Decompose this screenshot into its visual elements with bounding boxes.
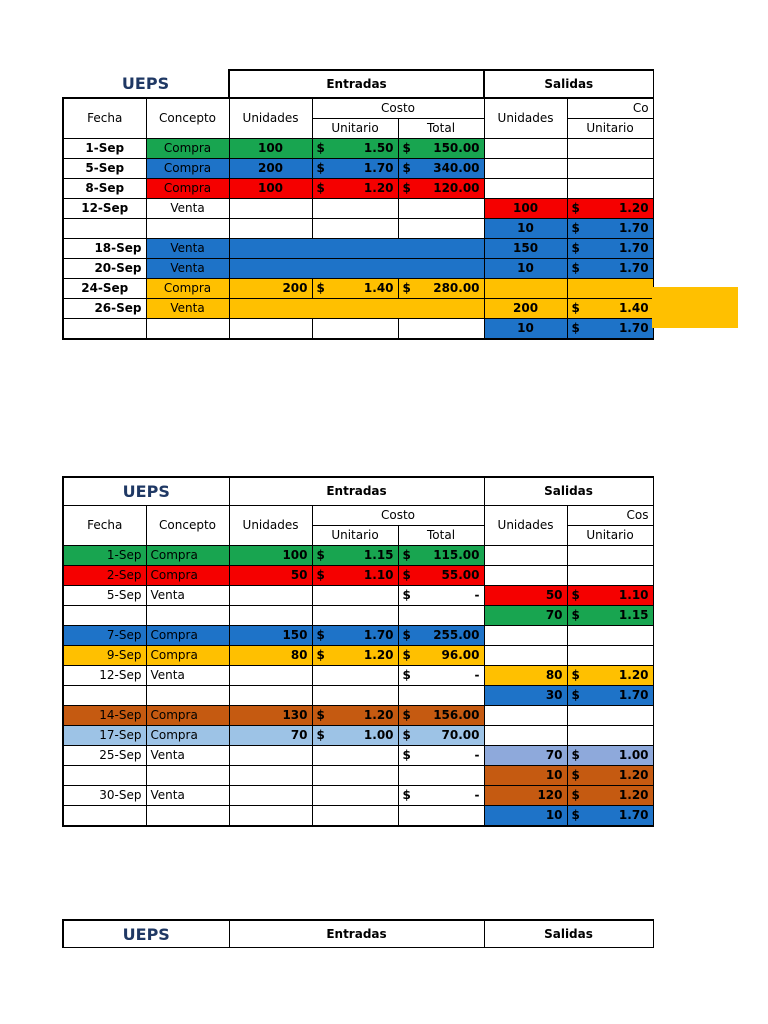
currency-symbol: $ <box>571 667 580 682</box>
entradas-total-cell <box>398 139 484 159</box>
currency-symbol: $ <box>571 767 580 782</box>
entradas-unitario-cell <box>312 805 398 826</box>
fecha-cell: 1-Sep <box>63 545 146 565</box>
salidas-header: Salidas <box>484 920 653 948</box>
concepto-cell <box>146 685 229 705</box>
currency-value: 1.20 <box>363 707 394 722</box>
entradas-unidades-cell <box>229 605 312 625</box>
table-row <box>63 219 653 239</box>
fecha-cell: 5-Sep <box>63 585 146 605</box>
salidas-unitario-cell <box>567 319 653 340</box>
salidas-unidades-header: Unidades <box>484 505 567 545</box>
salidas-unitario-cell <box>567 545 653 565</box>
currency-symbol: $ <box>402 627 411 642</box>
entradas-unitario-cell <box>312 705 398 725</box>
entradas-unidades-cell <box>229 765 312 785</box>
entradas-unitario-cell <box>312 545 398 565</box>
table-row <box>63 765 653 785</box>
concepto-cell: Compra <box>146 545 229 565</box>
entradas-unitario-cell <box>312 139 398 159</box>
salidas-unitario-cell <box>567 159 653 179</box>
currency-symbol: $ <box>316 647 325 662</box>
entradas-total-cell <box>398 179 484 199</box>
salidas-unidades-cell <box>484 179 567 199</box>
concepto-cell: Compra <box>146 139 229 159</box>
fecha-cell: 12-Sep <box>63 665 146 685</box>
table-row <box>63 199 653 219</box>
concepto-cell: Compra <box>146 625 229 645</box>
entradas-header: Entradas <box>229 477 484 505</box>
entradas-total-cell <box>398 625 484 645</box>
entradas-total-cell <box>398 279 484 299</box>
concepto-cell: Compra <box>146 159 229 179</box>
table-row <box>63 665 653 685</box>
fecha-header: Fecha <box>63 505 146 545</box>
concepto-cell: Venta <box>146 239 229 259</box>
table-row <box>63 625 653 645</box>
entradas-total-cell <box>398 785 484 805</box>
entradas-unitario-cell <box>312 605 398 625</box>
concepto-cell <box>146 605 229 625</box>
salidas-unitario-cell <box>567 685 653 705</box>
salidas-unidades-cell <box>484 545 567 565</box>
fecha-cell: 26-Sep <box>63 299 146 319</box>
salidas-unitario-cell <box>567 705 653 725</box>
table-row <box>63 319 653 340</box>
currency-symbol: $ <box>571 201 580 215</box>
salidas-header: Salidas <box>484 477 653 505</box>
salidas-unidades-cell: 70 <box>484 605 567 625</box>
salidas-costo-header: Co <box>567 98 653 119</box>
concepto-cell: Venta <box>146 785 229 805</box>
currency-value: 1.20 <box>618 787 649 802</box>
entradas-unitario-cell <box>312 645 398 665</box>
total-header: Total <box>398 119 484 139</box>
entradas-unidades-cell: 200 <box>229 159 312 179</box>
currency-symbol: $ <box>316 141 325 155</box>
table-row <box>63 565 653 585</box>
unitario-header: Unitario <box>312 119 398 139</box>
entradas-total-cell <box>398 565 484 585</box>
entradas-unitario-cell <box>312 765 398 785</box>
entradas-band <box>229 299 484 319</box>
concepto-cell <box>146 765 229 785</box>
table-row <box>63 299 653 319</box>
currency-value: 1.70 <box>618 261 649 275</box>
concepto-cell: Venta <box>146 585 229 605</box>
entradas-unidades-cell <box>229 585 312 605</box>
entradas-unitario-cell <box>312 745 398 765</box>
currency-value: 150.00 <box>433 141 480 155</box>
fecha-cell: 18-Sep <box>63 239 146 259</box>
currency-symbol: $ <box>402 667 411 682</box>
entradas-unitario-cell <box>312 159 398 179</box>
currency-value: - <box>474 747 480 762</box>
currency-symbol: $ <box>402 647 411 662</box>
entradas-unidades-cell: 100 <box>229 545 312 565</box>
table-row <box>63 725 653 745</box>
currency-symbol: $ <box>571 687 580 702</box>
salidas-unitario-cell <box>567 259 653 279</box>
table-title: UEPS <box>121 74 170 93</box>
entradas-unitario-cell <box>312 685 398 705</box>
currency-symbol: $ <box>316 727 325 742</box>
currency-symbol: $ <box>571 607 580 622</box>
concepto-cell: Compra <box>146 645 229 665</box>
fecha-cell: 5-Sep <box>63 159 146 179</box>
concepto-cell: Venta <box>146 299 229 319</box>
concepto-cell: Compra <box>146 179 229 199</box>
salidas-unitario-cell <box>567 139 653 159</box>
currency-symbol: $ <box>571 301 580 315</box>
salidas-unitario-cell <box>567 625 653 645</box>
entradas-unidades-cell <box>229 745 312 765</box>
currency-symbol: $ <box>571 747 580 762</box>
entradas-band <box>229 239 484 259</box>
fecha-cell: 7-Sep <box>63 625 146 645</box>
entradas-unidades-cell: 100 <box>229 179 312 199</box>
salidas-unitario-cell <box>567 279 653 299</box>
salidas-unidades-cell <box>484 705 567 725</box>
fecha-cell: 30-Sep <box>63 785 146 805</box>
salidas-unitario-cell <box>567 585 653 605</box>
salidas-costo-header: Cos <box>567 505 653 525</box>
currency-value: 280.00 <box>433 281 480 295</box>
entradas-unidades-cell: 150 <box>229 625 312 645</box>
salidas-unidades-cell: 10 <box>484 259 567 279</box>
fecha-cell: 24-Sep <box>63 279 146 299</box>
table-row <box>63 745 653 765</box>
currency-value: 1.20 <box>618 667 649 682</box>
fecha-cell <box>63 219 146 239</box>
currency-symbol: $ <box>316 627 325 642</box>
table-title: UEPS <box>63 920 229 948</box>
ueps-table-2 <box>62 476 654 827</box>
table-row <box>63 705 653 725</box>
table-row <box>63 179 653 199</box>
entradas-total-cell <box>398 645 484 665</box>
currency-value: 1.00 <box>618 747 649 762</box>
fecha-cell <box>63 319 146 340</box>
entradas-unidades-cell <box>229 199 312 219</box>
entradas-unidades-cell <box>229 665 312 685</box>
concepto-cell: Compra <box>146 725 229 745</box>
entradas-header: Entradas <box>229 920 484 948</box>
concepto-cell: Compra <box>146 565 229 585</box>
currency-value: 1.15 <box>618 607 649 622</box>
entradas-total-cell <box>398 159 484 179</box>
fecha-cell: 1-Sep <box>63 139 146 159</box>
entradas-unidades-cell <box>229 319 312 340</box>
entradas-unitario-cell <box>312 565 398 585</box>
entradas-unitario-cell <box>312 665 398 685</box>
concepto-cell <box>146 219 229 239</box>
costo-header: Costo <box>312 98 484 119</box>
salidas-unidades-cell <box>484 159 567 179</box>
salidas-unitario-header: Unitario <box>567 525 653 545</box>
currency-value: 255.00 <box>433 627 480 642</box>
salidas-unitario-cell <box>567 665 653 685</box>
fecha-cell: 25-Sep <box>63 745 146 765</box>
currency-symbol: $ <box>402 707 411 722</box>
currency-symbol: $ <box>571 787 580 802</box>
currency-value: 1.40 <box>363 281 394 295</box>
salidas-unitario-cell <box>567 199 653 219</box>
entradas-total-cell <box>398 585 484 605</box>
currency-symbol: $ <box>402 547 411 562</box>
currency-value: 96.00 <box>441 647 480 662</box>
table-1-body <box>63 139 653 340</box>
salidas-unidades-cell <box>484 565 567 585</box>
currency-value: 1.15 <box>363 547 394 562</box>
fecha-cell: 14-Sep <box>63 705 146 725</box>
concepto-cell <box>146 805 229 826</box>
currency-value: 1.20 <box>618 201 649 215</box>
table-row <box>63 645 653 665</box>
fecha-cell: 2-Sep <box>63 565 146 585</box>
entradas-unidades-cell: 50 <box>229 565 312 585</box>
salidas-unidades-cell: 10 <box>484 219 567 239</box>
salidas-unitario-cell <box>567 179 653 199</box>
entradas-unidades-cell: 70 <box>229 725 312 745</box>
currency-value: 70.00 <box>441 727 480 742</box>
fecha-cell <box>63 605 146 625</box>
currency-symbol: $ <box>402 747 411 762</box>
salidas-unidades-cell <box>484 139 567 159</box>
entradas-unitario-cell <box>312 279 398 299</box>
currency-value: 1.70 <box>363 161 394 175</box>
salidas-unidades-cell <box>484 279 567 299</box>
entradas-total-cell <box>398 725 484 745</box>
currency-value: 1.20 <box>363 181 394 195</box>
table-row <box>63 239 653 259</box>
concepto-cell: Venta <box>146 259 229 279</box>
salidas-unitario-cell <box>567 645 653 665</box>
entradas-total-cell <box>398 199 484 219</box>
currency-value: 1.70 <box>618 321 649 335</box>
total-header: Total <box>398 525 484 545</box>
salidas-unitario-cell <box>567 239 653 259</box>
salidas-unitario-cell <box>567 765 653 785</box>
entradas-total-cell <box>398 219 484 239</box>
salidas-unidades-cell <box>484 625 567 645</box>
table-2-body <box>63 545 653 826</box>
entradas-unitario-cell <box>312 179 398 199</box>
salidas-unidades-cell: 10 <box>484 805 567 826</box>
salidas-unidades-cell: 50 <box>484 585 567 605</box>
entradas-unidades-cell <box>229 219 312 239</box>
currency-symbol: $ <box>402 181 411 195</box>
currency-symbol: $ <box>402 161 411 175</box>
concepto-cell <box>146 319 229 340</box>
fecha-header: Fecha <box>63 98 146 139</box>
entradas-total-cell <box>398 665 484 685</box>
currency-value: 1.10 <box>363 567 394 582</box>
entradas-unidades-cell: 130 <box>229 705 312 725</box>
currency-symbol: $ <box>402 141 411 155</box>
currency-value: 1.70 <box>618 687 649 702</box>
table-row <box>63 159 653 179</box>
currency-symbol: $ <box>571 221 580 235</box>
entradas-unitario-cell <box>312 319 398 340</box>
currency-value: - <box>474 787 480 802</box>
entradas-total-cell <box>398 805 484 826</box>
currency-value: 55.00 <box>441 567 480 582</box>
currency-value: 1.20 <box>618 767 649 782</box>
salidas-unidades-cell: 80 <box>484 665 567 685</box>
table-row <box>63 805 653 826</box>
table-row <box>63 279 653 299</box>
fecha-cell: 17-Sep <box>63 725 146 745</box>
currency-value: 340.00 <box>433 161 480 175</box>
currency-symbol: $ <box>316 547 325 562</box>
currency-value: 1.10 <box>618 587 649 602</box>
entradas-header: Entradas <box>229 70 484 98</box>
currency-symbol: $ <box>571 807 580 822</box>
entradas-unitario-cell <box>312 725 398 745</box>
concepto-cell: Venta <box>146 745 229 765</box>
entradas-unidades-cell <box>229 785 312 805</box>
entradas-total-cell <box>398 765 484 785</box>
salidas-unitario-cell <box>567 219 653 239</box>
entradas-unidades-cell <box>229 805 312 826</box>
concepto-cell: Compra <box>146 279 229 299</box>
currency-symbol: $ <box>402 567 411 582</box>
ueps-table-1 <box>62 69 654 340</box>
salidas-unitario-cell <box>567 805 653 826</box>
salidas-unitario-cell <box>567 725 653 745</box>
salidas-header: Salidas <box>484 70 653 98</box>
currency-value: 1.70 <box>363 627 394 642</box>
currency-symbol: $ <box>402 727 411 742</box>
fecha-cell <box>63 765 146 785</box>
salidas-unitario-cell <box>567 605 653 625</box>
unitario-header: Unitario <box>312 525 398 545</box>
entradas-total-cell <box>398 545 484 565</box>
salidas-unitario-cell <box>567 299 653 319</box>
salidas-unidades-cell: 30 <box>484 685 567 705</box>
currency-symbol: $ <box>316 181 325 195</box>
currency-value: 120.00 <box>433 181 480 195</box>
entradas-total-cell <box>398 685 484 705</box>
currency-value: 1.70 <box>618 221 649 235</box>
salidas-unitario-cell <box>567 745 653 765</box>
fecha-cell: 8-Sep <box>63 179 146 199</box>
entradas-unitario-cell <box>312 585 398 605</box>
fecha-cell: 20-Sep <box>63 259 146 279</box>
entradas-band <box>229 259 484 279</box>
entradas-unitario-cell <box>312 199 398 219</box>
currency-value: 156.00 <box>433 707 480 722</box>
salidas-unidades-cell: 100 <box>484 199 567 219</box>
salidas-unitario-cell <box>567 565 653 585</box>
salidas-unidades-header: Unidades <box>484 98 567 139</box>
currency-value: - <box>474 587 480 602</box>
table-row <box>63 585 653 605</box>
currency-symbol: $ <box>402 587 411 602</box>
salidas-unidades-cell: 120 <box>484 785 567 805</box>
salidas-unidades-cell: 10 <box>484 319 567 340</box>
currency-value: - <box>474 667 480 682</box>
concepto-cell: Venta <box>146 199 229 219</box>
currency-symbol: $ <box>571 321 580 335</box>
currency-symbol: $ <box>402 787 411 802</box>
entradas-unitario-cell <box>312 785 398 805</box>
concepto-header: Concepto <box>146 505 229 545</box>
currency-symbol: $ <box>402 281 411 295</box>
currency-symbol: $ <box>316 281 325 295</box>
currency-value: 1.20 <box>363 647 394 662</box>
entradas-total-cell <box>398 319 484 340</box>
entradas-unidades-cell: 80 <box>229 645 312 665</box>
entradas-unidades-cell: 200 <box>229 279 312 299</box>
salidas-unidades-cell: 10 <box>484 765 567 785</box>
unidades-header: Unidades <box>229 505 312 545</box>
ueps-table-3 <box>62 919 654 948</box>
currency-symbol: $ <box>571 261 580 275</box>
fecha-cell: 9-Sep <box>63 645 146 665</box>
salidas-unitario-cell <box>567 785 653 805</box>
salidas-unidades-cell: 200 <box>484 299 567 319</box>
concepto-header: Concepto <box>146 98 229 139</box>
currency-value: 1.50 <box>363 141 394 155</box>
table-row <box>63 259 653 279</box>
fecha-cell: 12-Sep <box>63 199 146 219</box>
table-row <box>63 685 653 705</box>
currency-value: 115.00 <box>433 547 480 562</box>
currency-value: 1.70 <box>618 807 649 822</box>
concepto-cell: Venta <box>146 665 229 685</box>
fecha-cell <box>63 685 146 705</box>
currency-symbol: $ <box>316 567 325 582</box>
table-row <box>63 545 653 565</box>
currency-value: 1.70 <box>618 241 649 255</box>
table-title: UEPS <box>63 477 229 505</box>
fecha-cell <box>63 805 146 826</box>
table-row <box>63 605 653 625</box>
entradas-total-cell <box>398 745 484 765</box>
salidas-unitario-header: Unitario <box>567 119 653 139</box>
salidas-unidades-cell: 150 <box>484 239 567 259</box>
costo-header: Costo <box>312 505 484 525</box>
currency-symbol: $ <box>571 587 580 602</box>
unidades-header: Unidades <box>229 98 312 139</box>
currency-value: 1.00 <box>363 727 394 742</box>
salidas-unidades-cell <box>484 725 567 745</box>
highlight-band <box>652 287 738 328</box>
entradas-total-cell <box>398 705 484 725</box>
table-row <box>63 139 653 159</box>
entradas-unitario-cell <box>312 219 398 239</box>
entradas-unidades-cell <box>229 685 312 705</box>
currency-symbol: $ <box>571 241 580 255</box>
currency-value: 1.40 <box>618 301 649 315</box>
salidas-unidades-cell: 70 <box>484 745 567 765</box>
currency-symbol: $ <box>316 707 325 722</box>
salidas-unidades-cell <box>484 645 567 665</box>
entradas-unitario-cell <box>312 625 398 645</box>
table-row <box>63 785 653 805</box>
entradas-total-cell <box>398 605 484 625</box>
entradas-unidades-cell: 100 <box>229 139 312 159</box>
concepto-cell: Compra <box>146 705 229 725</box>
currency-symbol: $ <box>316 161 325 175</box>
